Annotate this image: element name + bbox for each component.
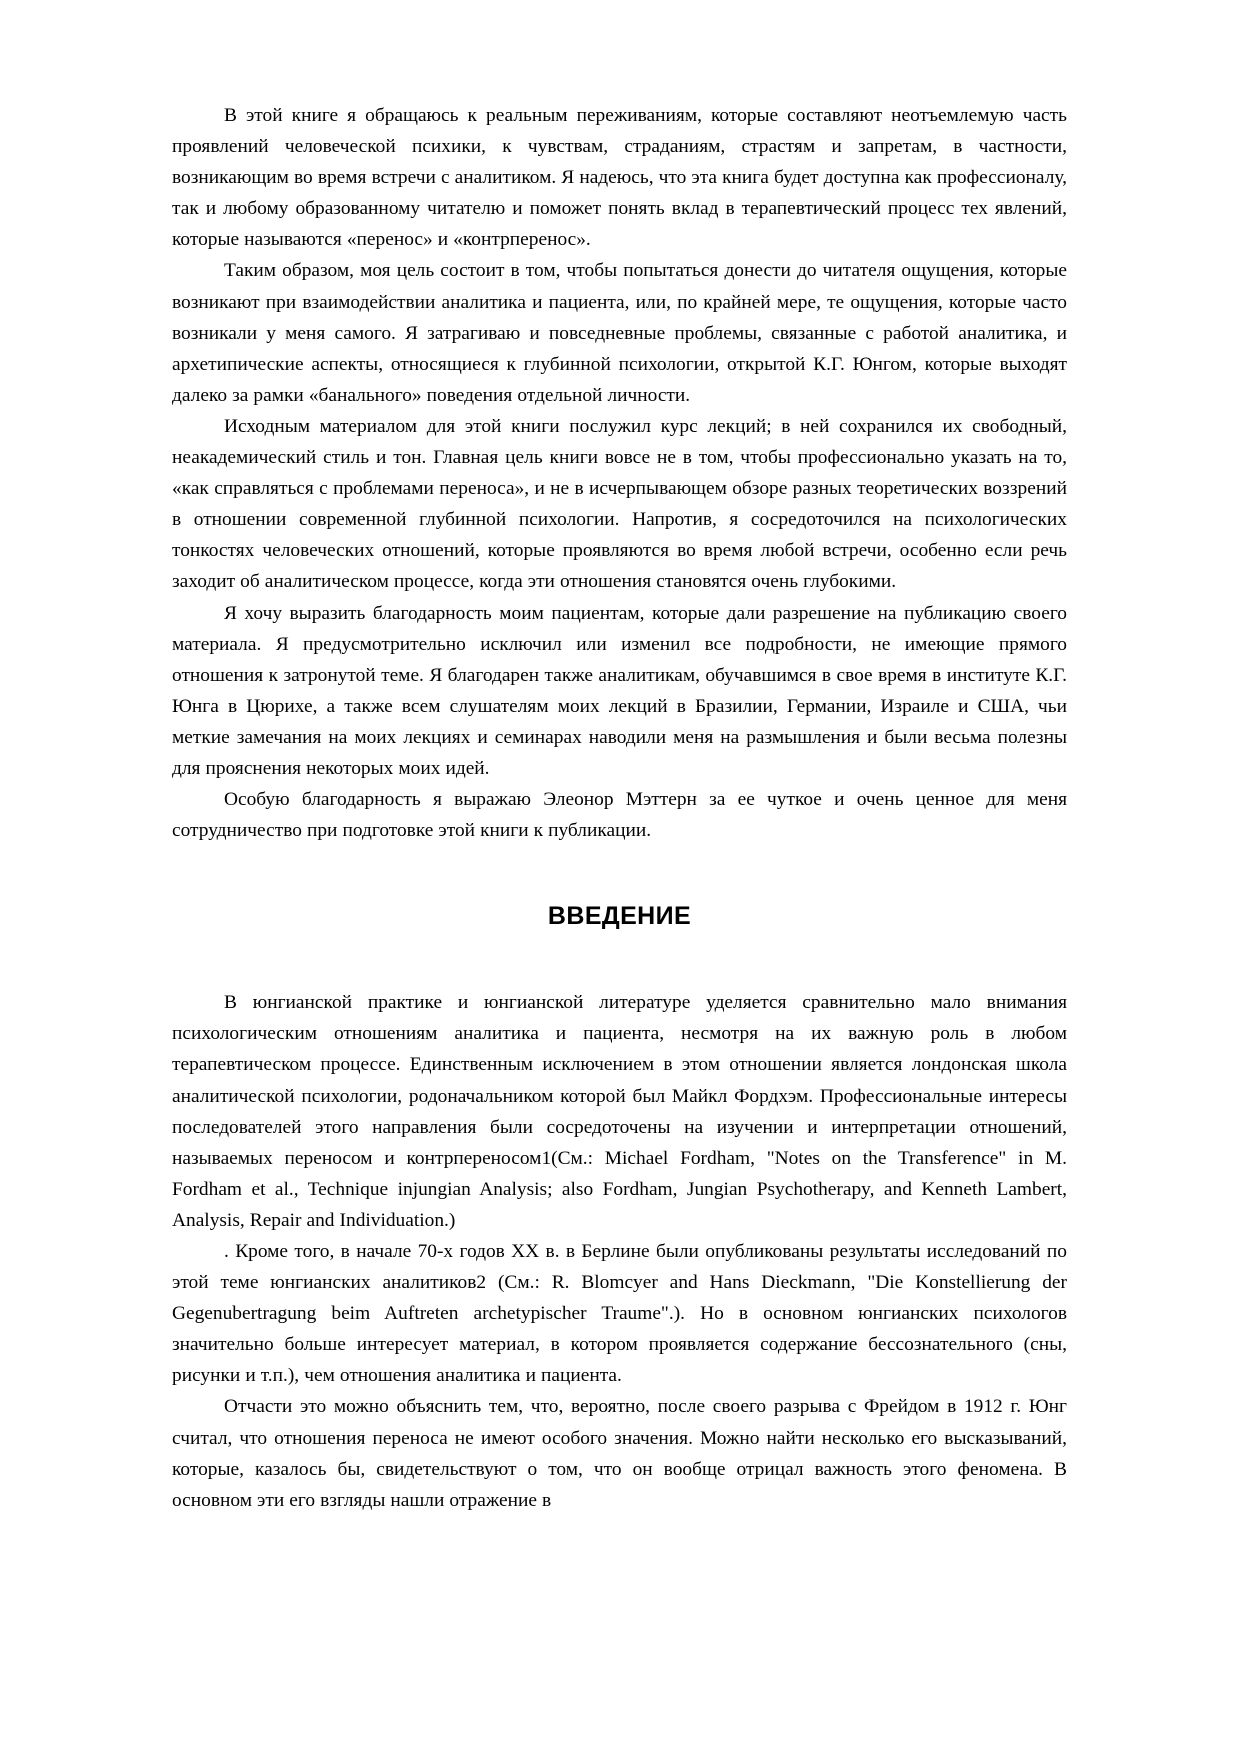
paragraph-5: Особую благодарность я выражаю Элеонор Мэттерн за ее чуткое и очень ценное для меня сотрудничество при подготовке этой книги к публикации. [172, 789, 1067, 842]
heading-spacer-below [172, 931, 1067, 987]
section-heading-introduction: ВВЕДЕНИЕ [547, 902, 692, 931]
paragraph-2: Таким образом, моя цель состоит в том, чтобы попытаться донести до читателя ощущения, которые возникают при взаимодействии аналитика и пациента, или, по крайней мере, те ощущения, которые часто возникали у меня самого. Я затрагиваю и повседневные проблемы, связанные с работой аналитика, и архетипические аспекты, относящиеся к глубинной психологии, открытой К.Г. Юнгом, которые выходят далеко за рамки «банального» поведения отдельной личности. [172, 260, 1067, 406]
paragraph-1: В этой книге я обращаюсь к реальным переживаниям, которые составляют неотъемлемую часть проявлений человеческой психики, к чувствам, страданиям, страстям и запретам, в частности, возникающим во время встречи с аналитиком. Я надеюсь, что эта книга будет доступна как профессионалу, так и любому образованному читателю и поможет понять вклад в терапевтический процесс тех явлений, которые называются «перенос» и «контрперенос». [172, 105, 1067, 251]
heading-spacer-above [172, 846, 1067, 902]
paragraph-3: Исходным материалом для этой книги послужил курс лекций; в ней сохранился их свободный, неакадемический стиль и тон. Главная цель книги вовсе не в том, чтобы профессионально указать на то, «как справляться с проблемами переноса», и не в исчерпывающем обзоре разных теоретических воззрений в отношении современной глубинной психологии. Напротив, я сосредоточился на психологических тонкостях человеческих отношений, которые проявляются во время любой встречи, особенно если речь заходит об аналитическом процессе, когда эти отношения становятся очень глубокими. [172, 415, 1067, 593]
page-text-column [172, 100, 1067, 1516]
paragraph-4: Я хочу выразить благодарность моим пациентам, которые дали разрешение на публикацию своего материала. Я предусмотрительно исключил или изменил все подробности, не имеющие прямого отношения к затронутой теме. Я благодарен также аналитикам, обучавшимся в свое время в институте К.Г. Юнга в Цюрихе, а также всем слушателям моих лекций в Бразилии, Германии, Израиле и США, чьи меткие замечания на моих лекциях и семинарах наводили меня на размышления и были весьма полезны для прояснения некоторых моих идей. [172, 602, 1067, 779]
intro-paragraph-1: В юнгианской практике и юнгианской литературе уделяется сравнительно мало внимания психологическим отношениям аналитика и пациента, несмотря на их важную роль в любом терапевтическом процессе. Единственным исключением в этом отношении является лондонская школа аналитической психологии, родоначальником которой был Майкл Фордхэм. Профессиональные интересы последователей этого направления были сосредоточены на изучении и интерпретации отношений, называемых переносом и контрпереносом1(См.: Michael Fordham, "Notes on the Transference" in M. Fordham et al., Technique injungian Analysis; also Fordham, Jungian Psychotherapy, and Kenneth Lambert, Analysis, Repair and Individuation.) [172, 992, 1067, 1231]
intro-paragraph-2: . Кроме того, в начале 70-х годов XX в. в Берлине были опубликованы результаты исследований по этой теме юнгианских аналитиков2 (См.: R. Blomcyer and Hans Dieckmann, "Die Konstellierung der Gegenubertragung beim Auftreten archetypischer Traume".). Но в основном юнгианских психологов значительно больше интересует материал, в котором проявляется содержание бессознательного (сны, рисунки и т.п.), чем отношения аналитика и пациента. [172, 1241, 1067, 1387]
intro-paragraph-3: Отчасти это можно объяснить тем, что, вероятно, после своего разрыва с Фрейдом в 1912 г. Юнг считал, что отношения переноса не имеют особого значения. Можно найти несколько его высказываний, которые, казалось бы, свидетельствуют о том, что он вообще отрицал важность этого феномена. В основном эти его взгляды нашли отражение в [172, 1396, 1067, 1511]
